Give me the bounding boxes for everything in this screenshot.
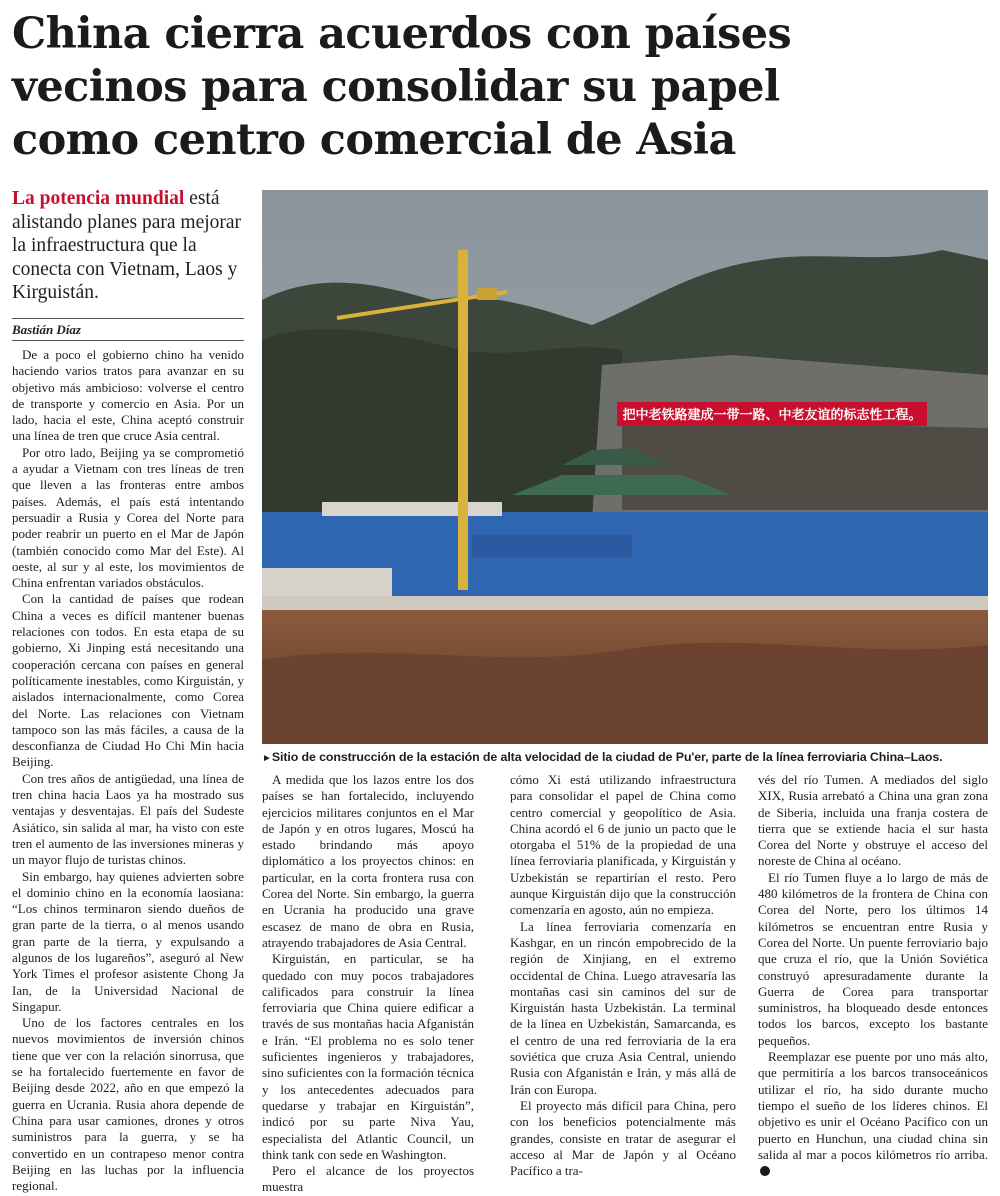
paragraph: Por otro lado, Beijing ya se comprometió a ayudar a Vietnam con tres líneas de tren que lleven a las fronteras entre ambos países. Además, el país está intentando persuadir a Rusia y Corea del Norte para poder reabrir un puerto en el Mar de Japón (también conocido como Mar del Este). Al oeste, al sur y al este, los movimientos de China enfrentan variados obstáculos. <box>12 444 244 591</box>
paragraph-text: Reemplazar ese puente por uno más alto, que permitiría a los barcos transoceánicos utilizar el río, ha sido durante mucho tiempo el sueño de los líderes chinos. El objetivo es unir el Océano Pacífico con un puerto en Hunchun, una ciudad china sin salida al mar a pocos kilómetros río arriba. <box>758 1049 988 1162</box>
paragraph: cómo Xi está utilizando infraestructura para consolidar el papel de China como centro comercial y geopolítico de Asia. China acordó el 6 de junio un pacto que le otorgaba el 51% de la propiedad de una línea ferroviaria planificada, y Kirguistán y Uzbekistán se repartirían el resto. Pero aunque Kirguistán dijo que la construcción comenzaría en agosto, aún no empieza. <box>510 772 736 918</box>
paragraph: Con tres años de antigüedad, una línea de tren china hacia Laos ya ha mostrado sus ventajas y desventajas. El país del Sudeste Asiático, sin salida al mar, ha visto con este tren el aumento de las inversiones mineras y un mayor flujo de turistas chinos. <box>12 770 244 868</box>
paragraph: Kirguistán, en particular, se ha quedado con muy pocos trabajadores calificados para construir la línea ferroviaria que China quiere edificar a través de sus montañas hacia Afganistán e Irán. “El problema no es solo tener suficientes ingenieros y trabajadores, sino suficientes con la formación técnica y los antecedentes adecuados para quedarse y trabajar en Kirguistán”, indicó por su parte Niva Yau, especialista del Atlantic Council, un think tank con sede en Washington. <box>262 951 474 1162</box>
paragraph: La línea ferroviaria comenzaría en Kashgar, en un rincón empobrecido de la región de Xinjiang, en el extremo occidental de China. Luego atravesaría las montañas casi sin caminos del sur de Kirguistán hasta Uzbekistán. La terminal de la línea en Uzbekistán, Samarcanda, es el centro de una red ferroviaria de la era soviética que cruza Asia Central, uniendo Rusia con Afganistán e Irán, y más allá de Irán con Europa. <box>510 918 736 1097</box>
headline-line-3: como centro comercial de Asia <box>12 115 736 165</box>
headline <box>12 8 992 167</box>
paragraph: De a poco el gobierno chino ha venido haciendo varios tratos para avanzar en su objetivo más ambicioso: volverse el centro de transporte y comercio en Asia. Por un lado, hacia el este, China aceptó construir una línea de tren que cruce Asia central. <box>12 347 244 444</box>
caption-text: Sitio de construcción de la estación de alta velocidad de la ciudad de Pu'er, parte de la línea ferroviaria China–Laos. <box>271 750 943 764</box>
body-column-4 <box>758 772 988 1179</box>
news-photo <box>262 190 988 744</box>
paragraph: Pero el alcance de los proyectos muestra <box>262 1163 474 1195</box>
paragraph: Con la cantidad de países que rodean China a veces es difícil mantener buenas relaciones con todos. En esta etapa de su gobierno, Xi Jinping está necesitando una cooperación cercana con países en general políticamente inestables, como Kirguistán, y aislados internacionalmente, como Corea del Norte. Las relaciones con Vietnam tampoco son las más fáciles, a causa de la desconfianza de Ciudad Ho Chi Min hacia Beijing. <box>12 591 244 770</box>
byline-rule-bottom <box>12 340 244 341</box>
caption-marker-icon: ► <box>262 753 272 764</box>
deck-text: está alistando planes para mejorar la infraestructura que la conecta con Vietnam, Laos y Kirguistán. <box>12 188 242 303</box>
end-mark-icon <box>760 1166 770 1176</box>
headline-line-2: vecinos para consolidar su papel <box>12 62 780 112</box>
banner-text: 把中老铁路建成一带一路、中老友谊的标志性工程。 <box>622 408 922 423</box>
construction-site-illustration <box>262 190 988 744</box>
body-column-2 <box>262 772 474 1196</box>
body-column-3 <box>510 772 736 1179</box>
paragraph <box>758 1049 988 1179</box>
paragraph: Uno de los factores centrales en los nuevos movimientos de inversión chinos tiene que ver con la relación sinorrusa, que se ha fortalecido fuertemente en favor de Beijing desde 2022, año en que empezó la guerra en Ucrania. Rusia ahora depende de China para usar camiones, drones y otros suministros para la guerra, y se ha convertido en un contrapeso menor contra Beijing en las luchas por la influencia regional. <box>12 1015 244 1194</box>
deck-summary <box>12 187 248 305</box>
paragraph: A medida que los lazos entre los dos países se han fortalecido, incluyendo ejercicios militares conjuntos en el Mar de Japón y en otros lugares, Moscú ha estado brindando más apoyo diplomático a los proyectos chinos: en particular, en la corta frontera rusa con Corea del Norte. Sin embargo, la guerra en Ucrania ha producido una grave escasez de mano de obra en Rusia, atrayendo trabajadores de Asia Central. <box>262 772 474 950</box>
byline-rule-top <box>12 318 244 319</box>
paragraph: El proyecto más difícil para China, pero con los beneficios potencialmente más grandes, consiste en tratar de asegurar el acceso al Mar de Japón y al Océano Pacífico a tra- <box>510 1097 736 1179</box>
body-column-1 <box>12 347 244 1194</box>
paragraph: vés del río Tumen. A mediados del siglo XIX, Rusia arrebató a China una gran zona de Siberia, incluida una franja costera de tierra que se extiende hacia el sur hasta Corea del Norte y obstruye el acceso del noreste de China al océano. <box>758 772 988 869</box>
photo-caption <box>262 750 988 764</box>
headline-line-1: China cierra acuerdos con países <box>12 9 792 59</box>
paragraph: Sin embargo, hay quienes advierten sobre el dominio chino en la economía laosiana: “Los chinos terminaron siendo dueños de gran parte de la tierra, o al menos usando gran parte de la tierra, y expulsando a algunos de los lugareños”, aseguró al New York Times el profesor asistente Chong Ja Ian, de la Universidad Nacional de Singapur. <box>12 868 244 1014</box>
byline: Bastián Díaz <box>12 322 81 337</box>
deck-accent: La potencia mundial <box>12 188 185 209</box>
paragraph: El río Tumen fluye a lo largo de más de 480 kilómetros de la frontera de China con Corea del Norte, pero los últimos 14 kilómetros se encuentran entre Rusia y Corea del Norte. Un puente ferroviario bajo que cruza el río, que la Unión Soviética construyó apresuradamente durante la Guerra de Corea para transportar suministros, ha bloqueado desde entonces todos los barcos, excepto los bastante pequeños. <box>758 869 988 1048</box>
